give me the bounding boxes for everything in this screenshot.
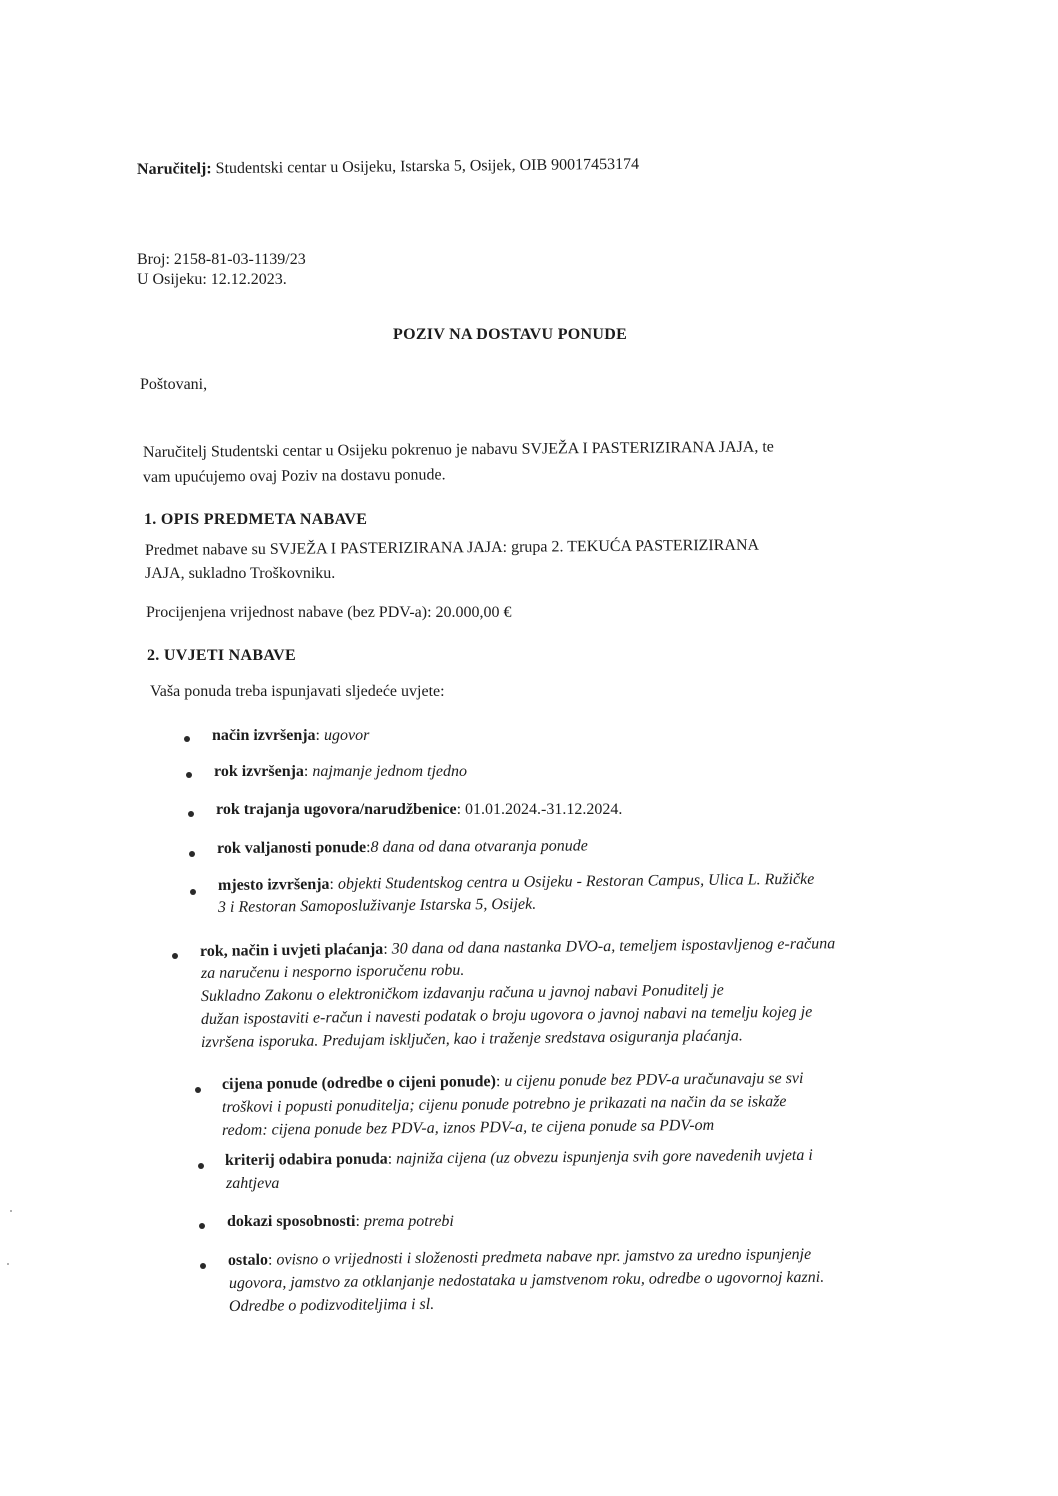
- condition-item-continuation: troškovi i popusti ponuditelja; cijenu ponude potrebno je prikazati na način da se iskaže: [221, 1093, 787, 1116]
- bullet-icon: [190, 889, 196, 895]
- header-text: Studentski centar u Osijeku, Istarska 5, Osijek, OIB 90017453174: [211, 155, 640, 178]
- condition-item: dokazi sposobnosti: prema potrebi: [227, 1213, 454, 1230]
- section-1-line-2: JAJA, sukladno Troškovniku.: [145, 565, 336, 582]
- intro-line-1: Naručitelj Studentski centar u Osijeku pokrenuo je nabavu SVJEŽA I PASTERIZIRANA JAJA, te: [142, 438, 774, 461]
- bullet-icon: [186, 772, 192, 778]
- page-title: POZIV NA DOSTAVU PONUDE: [393, 326, 628, 343]
- condition-item: rok izvršenja: najmanje jednom tjedno: [214, 763, 468, 780]
- header-label: Naručitelj:: [136, 160, 212, 178]
- bullet-icon: [195, 1087, 201, 1093]
- section-1-heading: 1. OPIS PREDMETA NABAVE: [144, 511, 368, 528]
- scan-speck: [7, 1263, 9, 1265]
- condition-item-continuation: za naručenu i nesporno isporučenu robu.: [200, 961, 465, 982]
- condition-item-continuation: izvršena isporuka. Predujam isključen, kao i traženje sredstava osiguranja plaćanja.: [200, 1027, 743, 1051]
- condition-item-continuation: dužan ispostaviti e-račun i navesti podatak o broju ugovora o javnoj nabavi na temelju kojeg je: [200, 1003, 813, 1028]
- condition-item: način izvršenja: ugovor: [212, 727, 370, 744]
- section-2-intro: Vaša ponuda treba ispunjavati sljedeće uvjete:: [150, 683, 445, 700]
- condition-item: rok trajanja ugovora/narudžbenice: 01.01.2024.-31.12.2024.: [216, 801, 623, 818]
- salutation: Poštovani,: [140, 376, 208, 393]
- condition-item-continuation: redom: cijena ponude bez PDV-a, iznos PDV-a, te cijena ponude sa PDV-om: [221, 1116, 715, 1139]
- condition-item: rok valjanosti ponude:8 dana od dana otvaranja ponude: [216, 837, 588, 857]
- section-2-heading: 2. UVJETI NABAVE: [147, 647, 296, 664]
- condition-item-continuation: zahtjeva: [226, 1175, 280, 1192]
- bullet-icon: [172, 953, 178, 959]
- condition-item: cijena ponude (odredbe o cijeni ponude): u cijenu ponude bez PDV-a uračunavaju se svi: [221, 1069, 804, 1093]
- condition-item: ostalo: ovisno o vrijednosti i složenosti predmeta nabave npr. jamstvo za uredno ispunjenje: [227, 1245, 812, 1269]
- bullet-icon: [188, 811, 194, 817]
- bullet-icon: [189, 851, 195, 857]
- condition-item-continuation: Sukladno Zakonu o elektroničkom izdavanju računa u javnoj nabavi Ponuditelj je: [200, 981, 724, 1005]
- bullet-icon: [199, 1223, 205, 1229]
- condition-item-continuation: Odredbe o podizvoditeljima i sl.: [228, 1295, 435, 1315]
- condition-item: mjesto izvršenja: objekti Studentskog centra u Osijeku - Restoran Campus, Ulica L. Ružičke: [217, 870, 815, 894]
- estimated-value: Procijenjena vrijednost nabave (bez PDV-a): 20.000,00 €: [146, 604, 512, 621]
- condition-item-continuation: ugovora, jamstvo za otklanjanje nedostataka u jamstvenom roku, odredbe o ugovornoj kazni.: [228, 1268, 825, 1292]
- condition-item-continuation: 3 i Restoran Samoposluživanje Istarska 5, Osijek.: [217, 895, 537, 916]
- scan-speck: [10, 1210, 12, 1212]
- condition-item: rok, način i uvjeti plaćanja: 30 dana od dana nastanka DVO-a, temeljem ispostavljenog e-računa: [199, 935, 836, 960]
- bullet-icon: [200, 1263, 206, 1269]
- document-number: Broj: 2158-81-03-1139/23: [137, 251, 306, 268]
- header-line: [137, 155, 639, 180]
- place-date: U Osijeku: 12.12.2023.: [137, 271, 287, 288]
- intro-line-2: vam upućujemo ovaj Poziv na dostavu ponude.: [142, 466, 446, 486]
- condition-item: kriterij odabira ponuda: najniža cijena (uz obvezu ispunjenja svih gore navedenih uvjeta i: [224, 1146, 813, 1169]
- section-1-line-1: Predmet nabave su SVJEŽA I PASTERIZIRANA JAJA: grupa 2. TEKUĆA PASTERIZIRANA: [144, 536, 760, 559]
- bullet-icon: [198, 1163, 204, 1169]
- bullet-icon: [184, 736, 190, 742]
